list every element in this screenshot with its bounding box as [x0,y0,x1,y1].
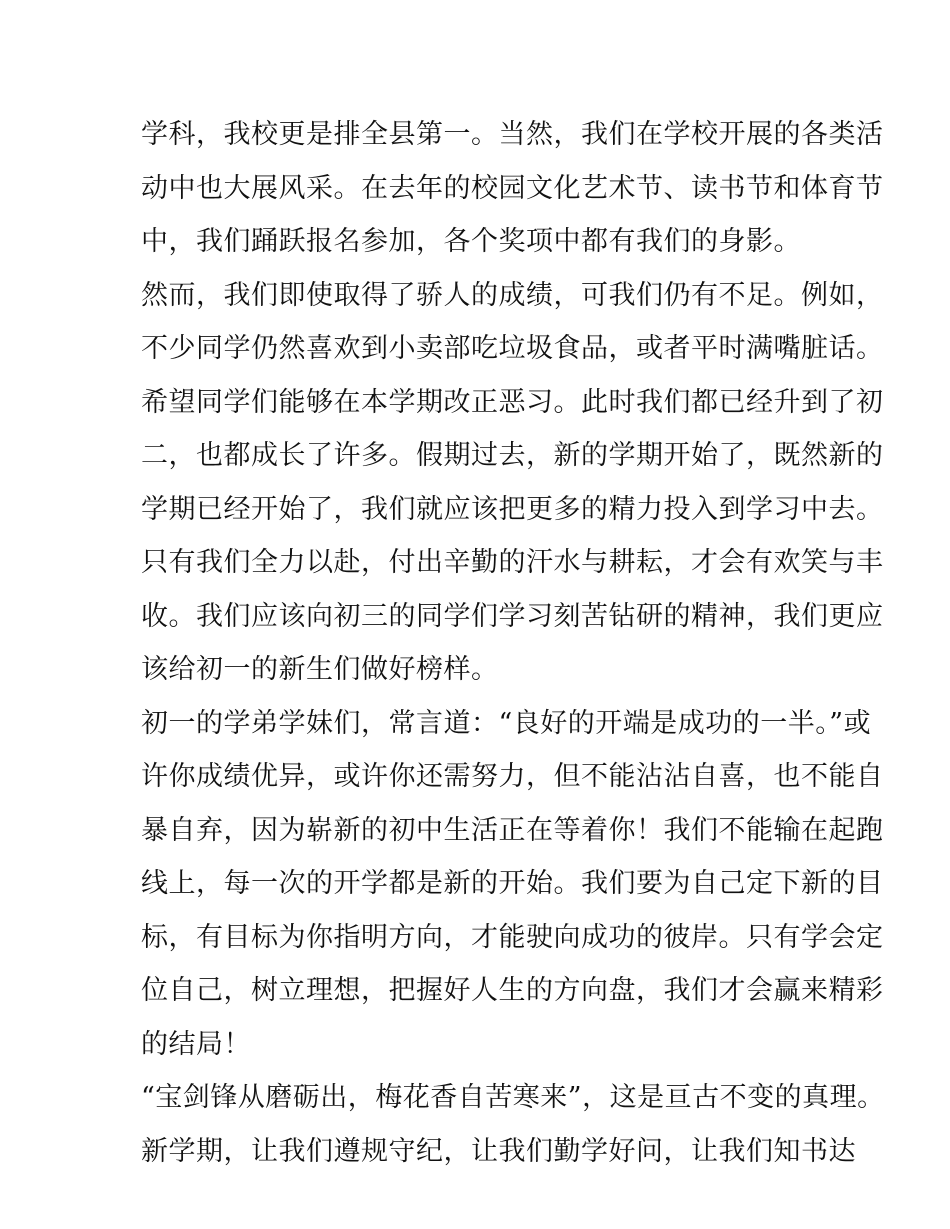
text-line: 线上，每一次的开学都是新的开始。我们要为自己定下新的目 [141,868,884,899]
text-line: 学期已经开始了，我们就应该把更多的精力投入到学习中去。 [141,493,884,525]
text-line: 标，有目标为你指明方向，才能驶向成功的彼岸。只有学会定 [141,921,884,953]
text-line: 只有我们全力以赴，付出辛勤的汗水与耕耘，才会有欢笑与丰 [141,547,884,578]
text-line: 位自己，树立理想，把握好人生的方向盘，我们才会赢来精彩 [141,975,884,1006]
text-line: 新学期，让我们遵规守纪，让我们勤学好问，让我们知书达 [141,1135,856,1167]
text-line: 的结局！ [141,1028,251,1060]
text-line: 希望同学们能够在本学期改正恶习。此时我们都已经升到了初 [141,386,884,418]
text-line: 收。我们应该向初三的同学们学习刻苦钻研的精神，我们更应 [141,600,884,632]
body-text [141,108,885,1178]
text-line: 不少同学仍然喜欢到小卖部吃垃圾食品，或者平时满嘴脏话。 [141,333,884,364]
text-line: 暴自弃，因为崭新的初中生活正在等着你！我们不能输在起跑 [141,814,884,846]
text-line: 然而，我们即使取得了骄人的成绩，可我们仍有不足。例如， [141,279,884,311]
text-line: 该给初一的新生们做好榜样。 [141,654,499,685]
text-line: 二，也都成长了许多。假期过去，新的学期开始了，既然新的 [141,440,884,471]
text-line: “宝剑锋从磨砺出，梅花香自苦寒来”，这是亘古不变的真理。 [141,1082,885,1113]
text-line: 初一的学弟学妹们，常言道：“良好的开端是成功的一半。”或 [141,707,872,739]
text-line: 学科，我校更是排全县第一。当然，我们在学校开展的各类活 [141,119,884,150]
text-line: 动中也大展风采。在去年的校园文化艺术节、读书节和体育节 [141,172,884,204]
text-line: 许你成绩优异，或许你还需努力，但不能沾沾自喜，也不能自 [141,761,884,792]
text-line: 中，我们踊跃报名参加，各个奖项中都有我们的身影。 [141,226,801,257]
